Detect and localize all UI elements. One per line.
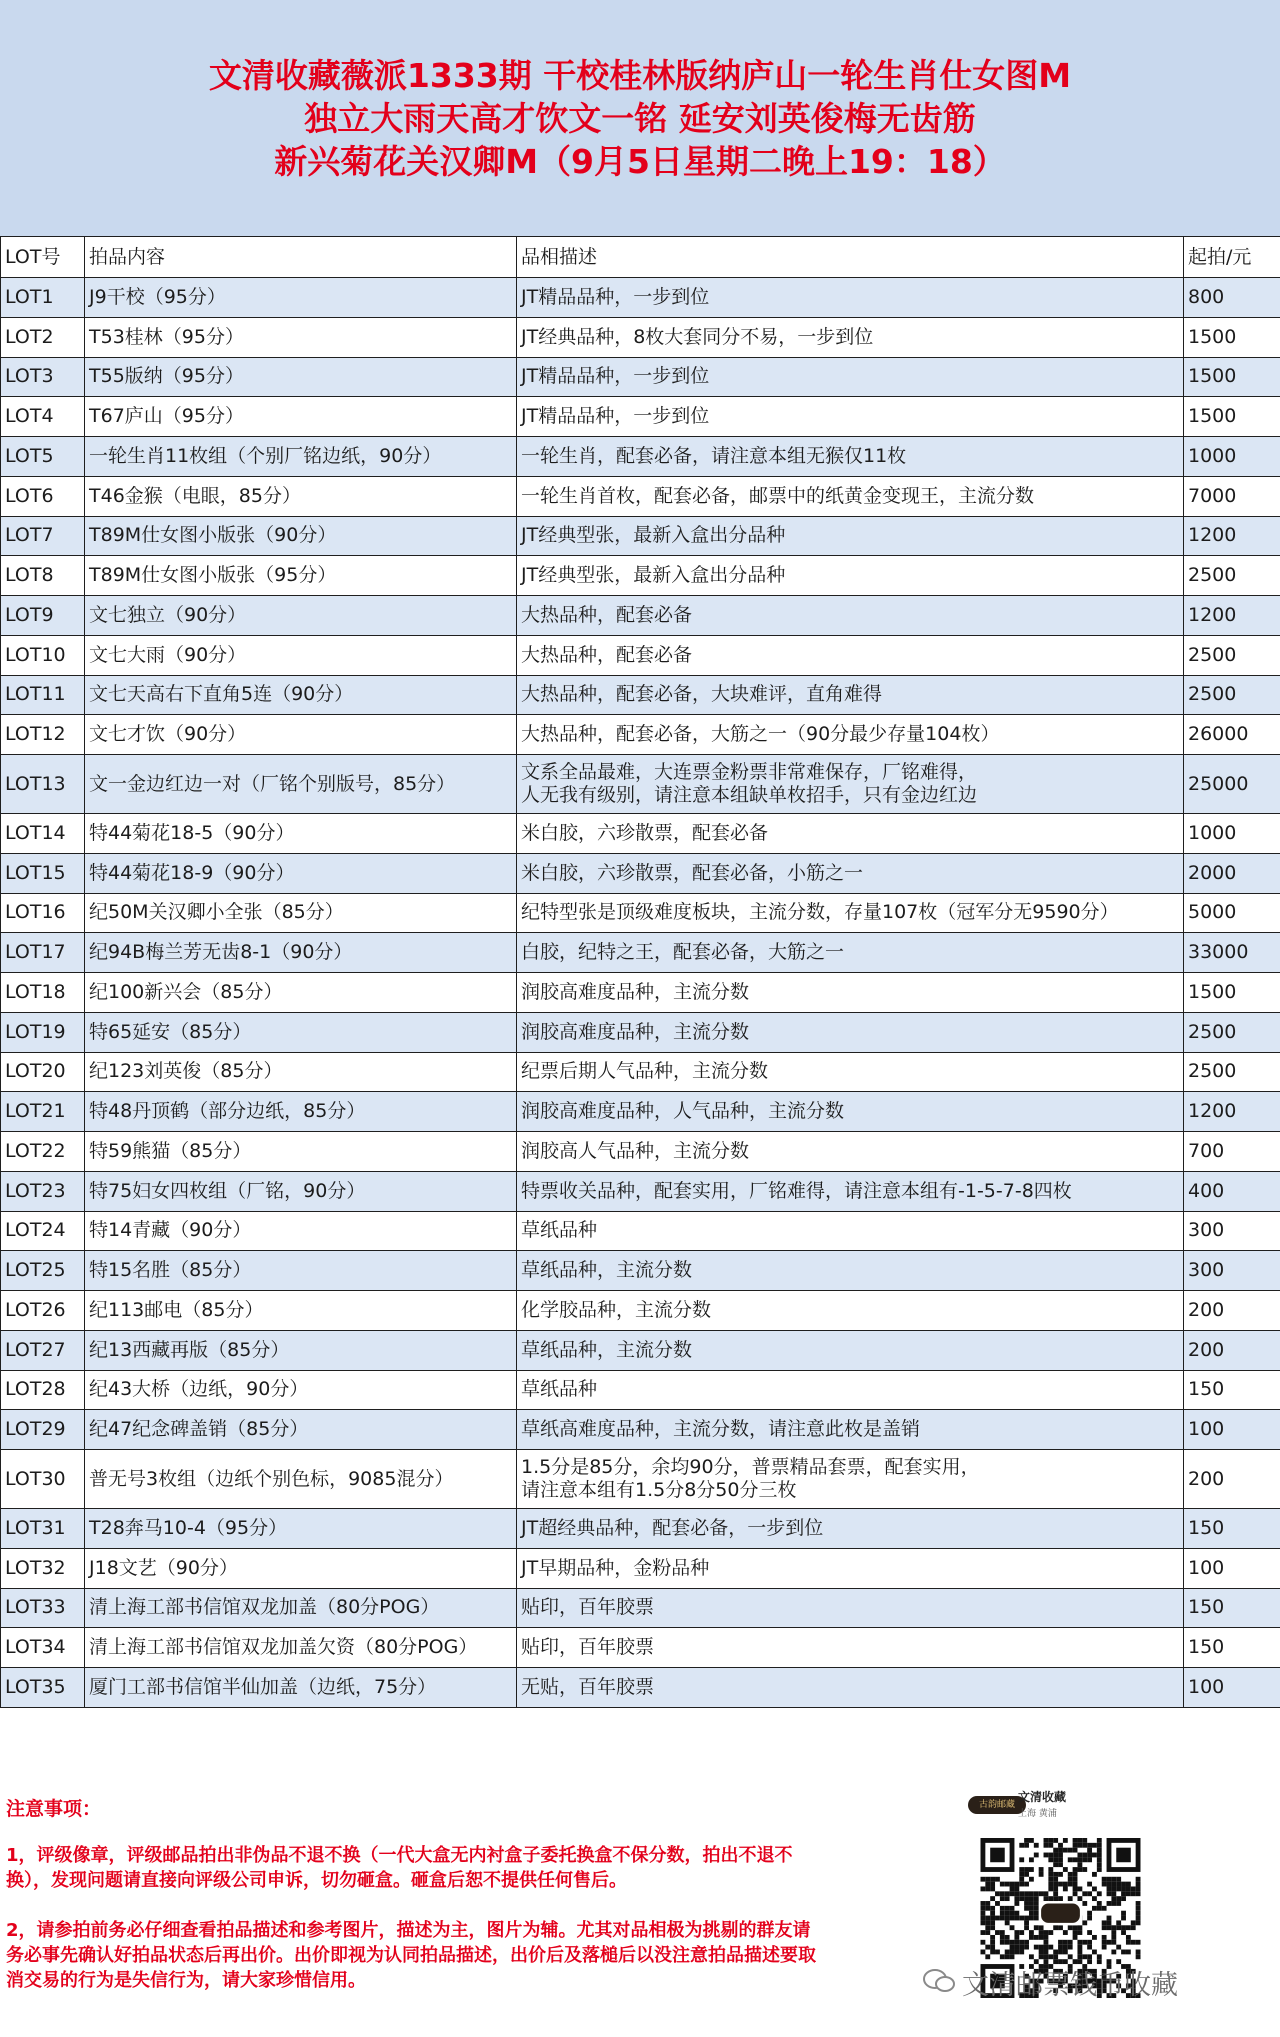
table-row	[1, 933, 1280, 973]
table-row	[1, 1370, 1280, 1410]
lot-description: 米白胶，六珍散票，配套必备，小筋之一	[517, 853, 1184, 893]
table-row	[1, 893, 1280, 933]
lot-start-price: 2500	[1184, 556, 1280, 596]
lot-start-price: 1500	[1184, 357, 1280, 397]
lot-description: JT精品品种，一步到位	[517, 397, 1184, 437]
lot-item: 纪94B梅兰芳无齿8-1（90分）	[85, 933, 517, 973]
lot-item: 特75妇女四枚组（厂铭，90分）	[85, 1171, 517, 1211]
table-row	[1, 1092, 1280, 1132]
lot-item: T89M仕女图小版张（95分）	[85, 556, 517, 596]
lot-description: 草纸品种	[517, 1211, 1184, 1251]
lot-description: 草纸品种，主流分数	[517, 1330, 1184, 1370]
lot-item: 一轮生肖11枚组（个别厂铭边纸，90分）	[85, 437, 517, 477]
lot-table	[0, 236, 1280, 1708]
lot-item: T53桂林（95分）	[85, 317, 517, 357]
lot-number: LOT7	[1, 516, 85, 556]
table-row	[1, 814, 1280, 854]
lot-description: 草纸品种，主流分数	[517, 1251, 1184, 1291]
lot-description: 化学胶品种，主流分数	[517, 1291, 1184, 1331]
table-row	[1, 1668, 1280, 1708]
lot-item: T46金猴（电眼，85分）	[85, 476, 517, 516]
lot-start-price: 26000	[1184, 715, 1280, 755]
lot-description: 大热品种，配套必备	[517, 596, 1184, 636]
lot-description: 润胶高难度品种，主流分数	[517, 973, 1184, 1013]
table-row	[1, 556, 1280, 596]
lot-item: 纪43大桥（边纸，90分）	[85, 1370, 517, 1410]
lot-number: LOT9	[1, 596, 85, 636]
lot-start-price: 7000	[1184, 476, 1280, 516]
lot-item: 纪113邮电（85分）	[85, 1291, 517, 1331]
lot-description-line-2: 请注意本组有1.5分8分50分三枚	[521, 1479, 797, 1501]
lot-start-price: 1000	[1184, 437, 1280, 477]
lot-start-price: 400	[1184, 1171, 1280, 1211]
lot-description: 润胶高人气品种，主流分数	[517, 1132, 1184, 1172]
table-row	[1, 357, 1280, 397]
lot-item: 文一金边红边一对（厂铭个别版号，85分）	[85, 755, 517, 814]
lot-item: 普无号3枚组（边纸个别色标，9085混分）	[85, 1450, 517, 1509]
lot-description: 大热品种，配套必备	[517, 635, 1184, 675]
lot-start-price: 1500	[1184, 317, 1280, 357]
lot-number: LOT27	[1, 1330, 85, 1370]
lot-item: 纪47纪念碑盖销（85分）	[85, 1410, 517, 1450]
lot-start-price: 1500	[1184, 973, 1280, 1013]
table-row	[1, 437, 1280, 477]
lot-description: 贴印，百年胶票	[517, 1588, 1184, 1628]
lot-description-line-1: 1.5分是85分，余均90分，普票精品套票，配套实用，	[521, 1456, 980, 1478]
lot-number: LOT6	[1, 476, 85, 516]
lot-start-price: 700	[1184, 1132, 1280, 1172]
header-price: 起拍/元	[1184, 237, 1280, 278]
lot-description: JT经典型张，最新入盒出分品种	[517, 516, 1184, 556]
lot-start-price: 150	[1184, 1509, 1280, 1549]
qr-subtitle: 上海 黄浦	[1018, 1809, 1057, 1819]
lot-number: LOT22	[1, 1132, 85, 1172]
lot-item: 文七大雨（90分）	[85, 635, 517, 675]
lot-description	[517, 1450, 1184, 1509]
table-row	[1, 853, 1280, 893]
lot-item: 文七独立（90分）	[85, 596, 517, 636]
lot-start-price: 5000	[1184, 893, 1280, 933]
note-1: 1，评级像章，评级邮品拍出非伪品不退不换（一代大盒无内衬盒子委托换盒不保分数，拍出不退不换），发现问题请直接向评级公司申诉，切勿砸盒。砸盒后恕不提供任何售后。	[6, 1845, 793, 1891]
lot-description: JT精品品种，一步到位	[517, 357, 1184, 397]
table-row	[1, 1251, 1280, 1291]
table-row	[1, 317, 1280, 357]
lot-start-price: 1000	[1184, 814, 1280, 854]
lot-start-price: 1500	[1184, 397, 1280, 437]
lot-number: LOT4	[1, 397, 85, 437]
note-2: 2，请参拍前务必仔细查看拍品描述和参考图片，描述为主，图片为辅。尤其对品相极为挑剔的群友请务必事先确认好拍品状态后再出价。出价即视为认同拍品描述，出价后及落槌后以没注意拍品描述要取消交易的行为是失信行为，请大家珍惜信用。	[6, 1920, 816, 1991]
lot-description: 白胶，纪特之王，配套必备，大筋之一	[517, 933, 1184, 973]
lot-description: 纪票后期人气品种，主流分数	[517, 1052, 1184, 1092]
lot-item: 特44菊花18-9（90分）	[85, 853, 517, 893]
table-row	[1, 1628, 1280, 1668]
lot-description: 草纸品种	[517, 1370, 1184, 1410]
lot-description: 润胶高难度品种，主流分数	[517, 1012, 1184, 1052]
lot-number: LOT1	[1, 278, 85, 318]
lot-number: LOT8	[1, 556, 85, 596]
lot-start-price: 300	[1184, 1251, 1280, 1291]
lot-item: 纪123刘英俊（85分）	[85, 1052, 517, 1092]
table-row	[1, 476, 1280, 516]
table-row	[1, 1330, 1280, 1370]
table-row	[1, 1450, 1280, 1509]
lot-start-price: 150	[1184, 1370, 1280, 1410]
table-row	[1, 675, 1280, 715]
lot-number: LOT34	[1, 1628, 85, 1668]
lot-number: LOT25	[1, 1251, 85, 1291]
table-row	[1, 1132, 1280, 1172]
table-row	[1, 1291, 1280, 1331]
lot-number: LOT20	[1, 1052, 85, 1092]
table-row	[1, 973, 1280, 1013]
lot-item: 特44菊花18-5（90分）	[85, 814, 517, 854]
lot-description: 润胶高难度品种，人气品种，主流分数	[517, 1092, 1184, 1132]
lot-description-line-1: 文系全品最难，大连票金粉票非常难保存，厂铭难得，	[521, 761, 978, 783]
table-row	[1, 397, 1280, 437]
lot-description: JT经典型张，最新入盒出分品种	[517, 556, 1184, 596]
lot-description-line-2: 人无我有级别，请注意本组缺单枚招手，只有金边红边	[521, 784, 978, 806]
lot-start-price: 150	[1184, 1628, 1280, 1668]
lot-item: T28奔马10-4（95分）	[85, 1509, 517, 1549]
lot-number: LOT35	[1, 1668, 85, 1708]
table-header-row	[1, 237, 1280, 278]
lot-number: LOT3	[1, 357, 85, 397]
lot-description	[517, 755, 1184, 814]
lot-start-price: 100	[1184, 1548, 1280, 1588]
lot-number: LOT24	[1, 1211, 85, 1251]
lot-start-price: 2500	[1184, 1012, 1280, 1052]
lot-description: 草纸高难度品种，主流分数，请注意此枚是盖销	[517, 1410, 1184, 1450]
lot-item: 清上海工部书信馆双龙加盖（80分POG）	[85, 1588, 517, 1628]
lot-start-price: 200	[1184, 1450, 1280, 1509]
table-row	[1, 1509, 1280, 1549]
lot-start-price: 2000	[1184, 853, 1280, 893]
lot-item: 特48丹顶鹤（部分边纸，85分）	[85, 1092, 517, 1132]
lot-description: 贴印，百年胶票	[517, 1628, 1184, 1668]
lot-description: JT经典品种，8枚大套同分不易，一步到位	[517, 317, 1184, 357]
lot-item: J9干校（95分）	[85, 278, 517, 318]
lot-number: LOT5	[1, 437, 85, 477]
lot-description: 大热品种，配套必备，大筋之一（90分最少存量104枚）	[517, 715, 1184, 755]
table-row	[1, 596, 1280, 636]
lot-start-price: 150	[1184, 1588, 1280, 1628]
lot-description: JT超经典品种，配套必备，一步到位	[517, 1509, 1184, 1549]
lot-start-price: 2500	[1184, 1052, 1280, 1092]
table-row	[1, 278, 1280, 318]
lot-start-price: 200	[1184, 1330, 1280, 1370]
table-row	[1, 1211, 1280, 1251]
lot-start-price: 33000	[1184, 933, 1280, 973]
table-row	[1, 1012, 1280, 1052]
table-row	[1, 1171, 1280, 1211]
lot-item: 文七天高右下直角5连（90分）	[85, 675, 517, 715]
lot-description: 大热品种，配套必备，大块难评，直角难得	[517, 675, 1184, 715]
lot-number: LOT17	[1, 933, 85, 973]
table-row	[1, 516, 1280, 556]
table-row	[1, 1588, 1280, 1628]
lot-start-price: 100	[1184, 1668, 1280, 1708]
lot-number: LOT19	[1, 1012, 85, 1052]
lot-start-price: 1200	[1184, 1092, 1280, 1132]
lot-number: LOT21	[1, 1092, 85, 1132]
lot-number: LOT18	[1, 973, 85, 1013]
lot-number: LOT30	[1, 1450, 85, 1509]
lot-description: 米白胶，六珍散票，配套必备	[517, 814, 1184, 854]
lot-description: JT精品品种，一步到位	[517, 278, 1184, 318]
lot-number: LOT16	[1, 893, 85, 933]
qr-logo: 古韵邮藏	[968, 1796, 1026, 1814]
notes-title: 注意事项：	[6, 1798, 102, 1820]
lot-description: 特票收关品种，配套实用，厂铭难得，请注意本组有-1-5-7-8四枚	[517, 1171, 1184, 1211]
lot-description: 无贴，百年胶票	[517, 1668, 1184, 1708]
lot-item: 特14青藏（90分）	[85, 1211, 517, 1251]
lot-number: LOT11	[1, 675, 85, 715]
lot-item: 清上海工部书信馆双龙加盖欠资（80分POG）	[85, 1628, 517, 1668]
watermark-text: 文清邮票钱币收藏	[962, 1970, 1178, 2001]
header-item: 拍品内容	[85, 237, 517, 278]
lot-item: T67庐山（95分）	[85, 397, 517, 437]
lot-description: 一轮生肖，配套必备，请注意本组无猴仅11枚	[517, 437, 1184, 477]
lot-number: LOT31	[1, 1509, 85, 1549]
lot-start-price: 2500	[1184, 635, 1280, 675]
lot-start-price: 1200	[1184, 516, 1280, 556]
lot-start-price: 800	[1184, 278, 1280, 318]
header-desc: 品相描述	[517, 237, 1184, 278]
lot-number: LOT33	[1, 1588, 85, 1628]
lot-start-price: 200	[1184, 1291, 1280, 1331]
wechat-watermark-icon	[922, 1968, 956, 1994]
lot-number: LOT2	[1, 317, 85, 357]
lot-start-price: 300	[1184, 1211, 1280, 1251]
title-line-2: 独立大雨天高才饮文一铭 延安刘英俊梅无齿筋	[304, 99, 976, 138]
lot-start-price: 2500	[1184, 675, 1280, 715]
lot-number: LOT28	[1, 1370, 85, 1410]
table-row	[1, 635, 1280, 675]
table-row	[1, 715, 1280, 755]
lot-number: LOT26	[1, 1291, 85, 1331]
lot-number: LOT10	[1, 635, 85, 675]
lot-item: 文七才饮（90分）	[85, 715, 517, 755]
lot-item: 特15名胜（85分）	[85, 1251, 517, 1291]
lot-description: 一轮生肖首枚，配套必备，邮票中的纸黄金变现王，主流分数	[517, 476, 1184, 516]
lot-item: J18文艺（90分）	[85, 1548, 517, 1588]
table-row	[1, 1052, 1280, 1092]
table-row	[1, 755, 1280, 814]
page-header	[0, 0, 1280, 237]
lot-number: LOT29	[1, 1410, 85, 1450]
table-row	[1, 1548, 1280, 1588]
table-row	[1, 1410, 1280, 1450]
lot-number: LOT12	[1, 715, 85, 755]
lot-description: JT早期品种，金粉品种	[517, 1548, 1184, 1588]
lot-item: 纪100新兴会（85分）	[85, 973, 517, 1013]
lot-number: LOT15	[1, 853, 85, 893]
lot-number: LOT32	[1, 1548, 85, 1588]
qr-brand: 文清收藏	[1018, 1790, 1067, 1804]
lot-number: LOT13	[1, 755, 85, 814]
lot-item: 厦门工部书信馆半仙加盖（边纸，75分）	[85, 1668, 517, 1708]
lot-item: 特65延安（85分）	[85, 1012, 517, 1052]
lot-start-price: 100	[1184, 1410, 1280, 1450]
title-line-1: 文清收藏薇派1333期 干校桂林版纳庐山一轮生肖仕女图M	[208, 56, 1072, 95]
lot-item: 纪50M关汉卿小全张（85分）	[85, 893, 517, 933]
lot-number: LOT14	[1, 814, 85, 854]
lot-start-price: 1200	[1184, 596, 1280, 636]
lot-item: T89M仕女图小版张（90分）	[85, 516, 517, 556]
header-lot: LOT号	[1, 237, 85, 278]
lot-item: T55版纳（95分）	[85, 357, 517, 397]
lot-start-price: 25000	[1184, 755, 1280, 814]
title-line-3: 新兴菊花关汉卿M（9月5日星期二晚上19：18）	[274, 142, 1006, 181]
lot-number: LOT23	[1, 1171, 85, 1211]
lot-item: 纪13西藏再版（85分）	[85, 1330, 517, 1370]
lot-description: 纪特型张是顶级难度板块，主流分数，存量107枚（冠军分无9590分）	[517, 893, 1184, 933]
lot-item: 特59熊猫（85分）	[85, 1132, 517, 1172]
